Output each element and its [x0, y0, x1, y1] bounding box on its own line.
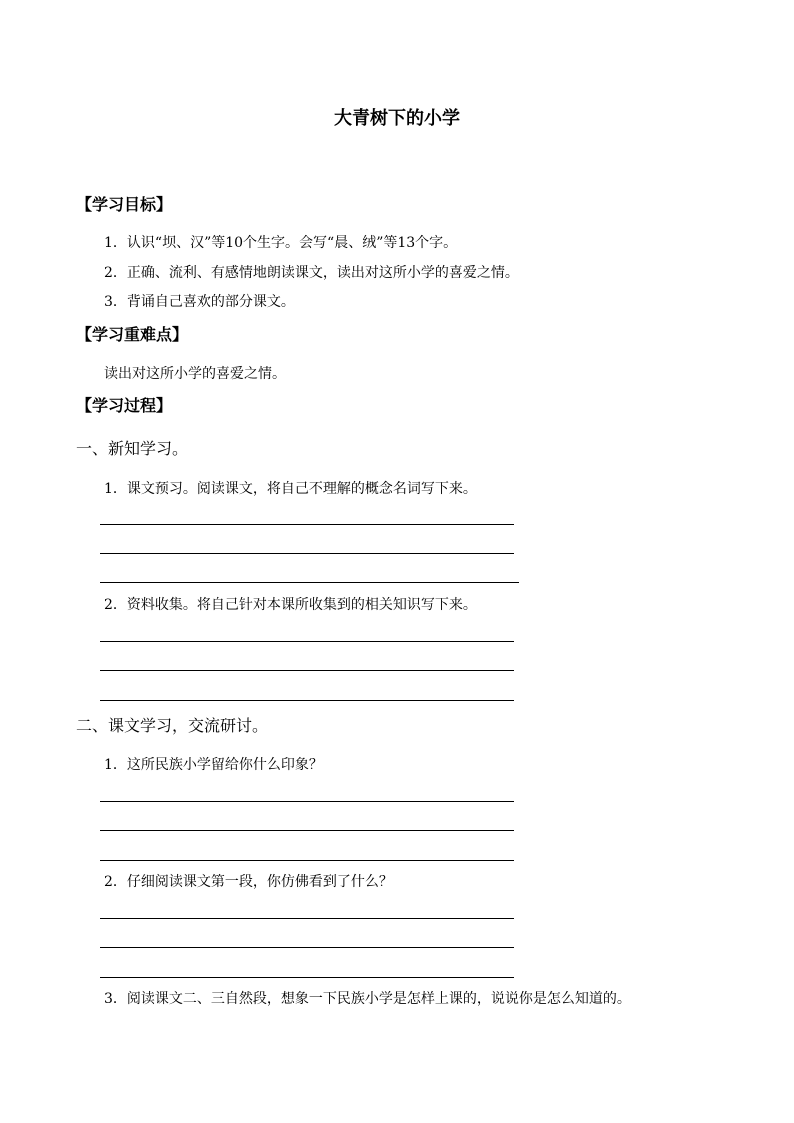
key-points-text: 读出对这所小学的喜爱之情。	[104, 366, 286, 382]
section-2-question-3: 3．阅读课文二、三自然段，想象一下民族小学是怎样上课的，说说你是怎么知道的。	[104, 991, 631, 1007]
answer-line[interactable]	[100, 582, 519, 583]
goal-item-1: 1．认识“坝、汉”等10个生字。会写“晨、绒”等13个字。	[104, 235, 458, 251]
answer-line[interactable]	[100, 524, 514, 525]
answer-line[interactable]	[100, 947, 514, 948]
section-1-question-2: 2．资料收集。将自己针对本课所收集到的相关知识写下来。	[104, 597, 477, 613]
section-2-question-2: 2．仔细阅读课文第一段，你仿佛看到了什么？	[104, 874, 393, 890]
process-heading: 【学习过程】	[76, 396, 173, 415]
answer-line[interactable]	[100, 641, 514, 642]
answer-line[interactable]	[100, 553, 514, 554]
answer-line[interactable]	[100, 700, 514, 701]
section-1-title: 一、新知学习。	[76, 439, 189, 458]
answer-line[interactable]	[100, 830, 514, 831]
section-2-question-1: 1．这所民族小学留给你什么印象？	[104, 757, 323, 773]
section-2-title: 二、课文学习，交流研讨。	[76, 716, 269, 735]
answer-line[interactable]	[100, 977, 514, 978]
goal-item-2: 2．正确、流利、有感情地朗读课文，读出对这所小学的喜爱之情。	[104, 265, 519, 281]
answer-line[interactable]	[100, 860, 514, 861]
section-1-question-1: 1．课文预习。阅读课文，将自己不理解的概念名词写下来。	[104, 481, 477, 497]
key-points-heading: 【学习重难点】	[76, 325, 189, 344]
page-title: 大青树下的小学	[334, 108, 460, 129]
answer-line[interactable]	[100, 801, 514, 802]
goals-heading: 【学习目标】	[76, 195, 173, 214]
answer-line[interactable]	[100, 670, 514, 671]
goal-item-3: 3．背诵自己喜欢的部分课文。	[104, 294, 295, 310]
answer-line[interactable]	[100, 918, 514, 919]
